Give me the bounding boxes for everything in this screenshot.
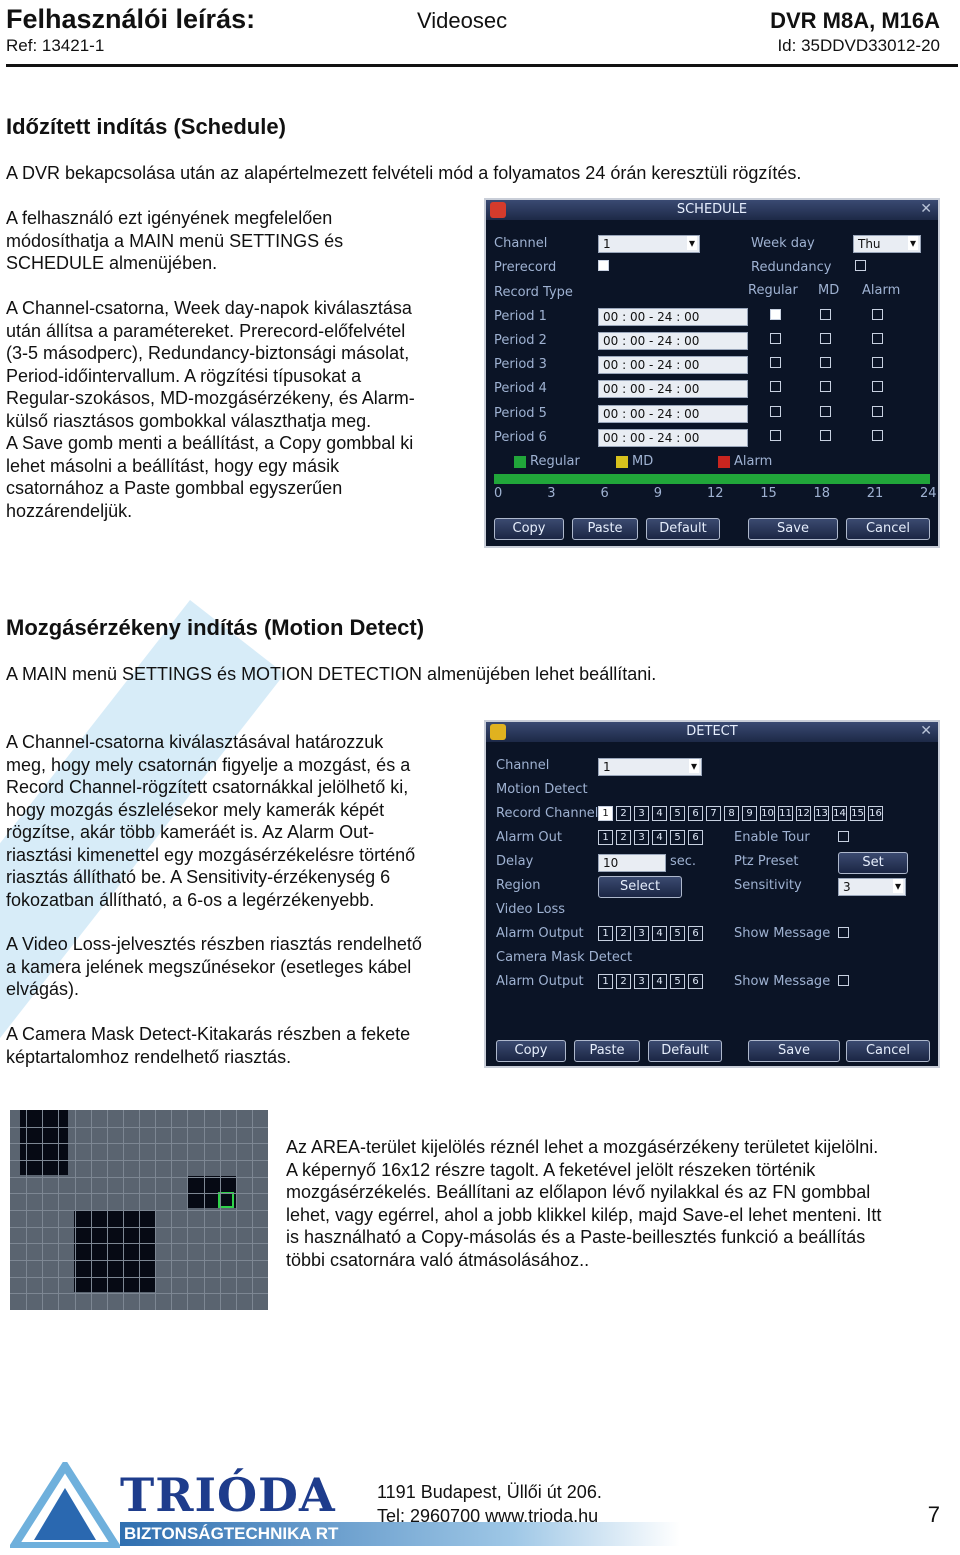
timeline-tick-label: 3 bbox=[547, 486, 556, 501]
save-button[interactable]: Save bbox=[748, 518, 838, 540]
channel-number-box[interactable]: 2 bbox=[616, 926, 631, 941]
logo-triangle-icon bbox=[10, 1462, 120, 1548]
masked-region bbox=[74, 1210, 156, 1292]
regular-checkbox[interactable] bbox=[770, 309, 781, 320]
schedule-para-1: A felhasználó ezt igényének megfelelően módosíthatja a MAIN menü SETTINGS és SCHEDULE almenüjében. bbox=[6, 208, 344, 273]
paste-button[interactable]: Paste bbox=[572, 518, 638, 540]
channel-number-box[interactable]: 2 bbox=[616, 974, 631, 989]
schedule-intro: A DVR bekapcsolása után az alapértelmezett felvételi mód a folyamatos 24 órán keresztüli rögzítés. bbox=[6, 163, 802, 183]
weekday-select[interactable]: Thu ▾ bbox=[853, 235, 921, 253]
camera-mask-label: Camera Mask Detect bbox=[496, 950, 633, 965]
delay-unit: sec. bbox=[670, 854, 697, 869]
timeline-tick-label: 21 bbox=[866, 486, 884, 501]
timeline-tick-label: 15 bbox=[760, 486, 777, 501]
channel-number-box[interactable]: 1 bbox=[598, 926, 613, 941]
channel-label: Channel bbox=[494, 236, 548, 251]
alarm-output-label: Alarm Output bbox=[496, 974, 584, 989]
timeline-tick-label: 24 bbox=[920, 486, 937, 501]
alarm-checkbox[interactable] bbox=[872, 430, 883, 441]
grid-line bbox=[10, 1177, 268, 1178]
channel-select[interactable]: 1 ▾ bbox=[598, 758, 702, 776]
default-button[interactable]: Default bbox=[648, 1040, 722, 1062]
channel-number-box[interactable]: 6 bbox=[688, 806, 703, 821]
channel-number-box[interactable]: 11 bbox=[779, 808, 792, 819]
document-id: Id: 35DDVD33012-20 bbox=[777, 36, 940, 55]
alarm-output-label: Alarm Output bbox=[496, 926, 584, 941]
copy-button[interactable]: Copy bbox=[494, 518, 564, 540]
channel-number-box[interactable]: 10 bbox=[761, 808, 774, 819]
channel-number-box[interactable]: 1 bbox=[598, 974, 613, 989]
channel-number-box[interactable]: 4 bbox=[652, 806, 667, 821]
alarm-checkbox[interactable] bbox=[872, 381, 883, 392]
show-message-label: Show Message bbox=[734, 926, 831, 941]
weekday-label: Week day bbox=[751, 236, 815, 251]
reference-number: Ref: 13421-1 bbox=[6, 36, 105, 55]
md-checkbox[interactable] bbox=[820, 381, 831, 392]
prerecord-label: Prerecord bbox=[494, 260, 557, 275]
company-subtitle: BIZTONSÁGTECHNIKA RT bbox=[120, 1522, 680, 1546]
alarm-checkbox[interactable] bbox=[872, 357, 883, 368]
period-time-input[interactable]: 00 : 00 - 24 : 00 bbox=[598, 332, 748, 350]
schedule-para-2: A Channel-csatorna, Week day-napok kiválasztása után állítsa a paramétereket. Prerecord-előfelvétel (3-5 másodperc), Redundancy-biztonsági másolat, Period-időintervallum. A rögzítési típusokat a Regular-szokásos, MD-mozgásérzékeny, és Alarm- külső riasztásos gombokkal választhatja meg. A Save gomb menti a beállítást, a Copy gombbal ki lehet másolni a beállítást, hogy egy másik csatornához a Paste gombbal egyszerűen hozzárendeljük. bbox=[6, 298, 415, 521]
show-message-label: Show Message bbox=[734, 974, 831, 989]
page-number: 7 bbox=[927, 1502, 940, 1527]
md-checkbox[interactable] bbox=[820, 333, 831, 344]
delay-label: Delay bbox=[496, 854, 534, 869]
close-icon[interactable]: ✕ bbox=[920, 723, 932, 739]
alarm-checkbox[interactable] bbox=[872, 309, 883, 320]
channel-number-box[interactable]: 15 bbox=[851, 808, 864, 819]
channel-number-box[interactable]: 2 bbox=[616, 806, 631, 821]
schedule-window bbox=[484, 198, 940, 548]
grid-line bbox=[10, 1127, 268, 1128]
detect-window-title: DETECT bbox=[686, 724, 738, 739]
schedule-timeline-bar bbox=[494, 474, 930, 484]
period-time-input[interactable]: 00 : 00 - 24 : 00 bbox=[598, 405, 748, 423]
grid-line bbox=[10, 1293, 268, 1294]
channel-number-box[interactable]: 5 bbox=[670, 830, 685, 845]
channel-number-box[interactable]: 16 bbox=[869, 808, 882, 819]
prerecord-checkbox[interactable] bbox=[598, 260, 609, 271]
md-checkbox[interactable] bbox=[820, 406, 831, 417]
default-button[interactable]: Default bbox=[646, 518, 720, 540]
timeline-tick-label: 18 bbox=[813, 486, 831, 501]
channel-number-box[interactable]: 4 bbox=[652, 974, 667, 989]
md-checkbox[interactable] bbox=[820, 309, 831, 320]
channel-number-box[interactable]: 6 bbox=[688, 830, 703, 845]
brand-name: Videosec bbox=[417, 8, 508, 33]
legend-swatch-alarm bbox=[718, 456, 730, 468]
timeline-tick-label: 6 bbox=[600, 486, 609, 501]
alarm-checkbox[interactable] bbox=[872, 333, 883, 344]
motion-intro: A MAIN menü SETTINGS és MOTION DETECTION almenüjében lehet beállítani. bbox=[6, 664, 657, 684]
channel-number-box[interactable]: 3 bbox=[634, 830, 649, 845]
select-region-button[interactable]: Select bbox=[598, 876, 682, 898]
period-label: Period 6 bbox=[494, 430, 547, 445]
motion-para-1: A Channel-csatorna kiválasztásával határozzuk meg, hogy mely csatornán figyelje a mozgást, és a Record Channel-rögzített csatornákkal jelölhető ki, hogy mozgás észlelésekor mely kamerák képét rögzítse, akár több kameráét is. Az Alarm Out- riasztási kimenettel egy mozgásérzékelésre történő riasztás állítható be. A Sensitivity-érzékenység 6 fokozatban állítható, a 6-os a legérzékenyebb. bbox=[6, 732, 416, 910]
alarm-checkbox[interactable] bbox=[872, 406, 883, 417]
channel-number-box[interactable]: 2 bbox=[616, 830, 631, 845]
channel-number-box[interactable]: 6 bbox=[688, 974, 703, 989]
regular-checkbox[interactable] bbox=[770, 381, 781, 392]
channel-number-box[interactable]: 12 bbox=[797, 808, 810, 819]
company-logo: TRIÓDA bbox=[120, 1468, 336, 1522]
detect-window bbox=[484, 720, 940, 1068]
sensitivity-label: Sensitivity bbox=[734, 878, 802, 893]
legend-swatch-regular bbox=[514, 456, 526, 468]
grid-line bbox=[10, 1243, 268, 1244]
save-button[interactable]: Save bbox=[748, 1040, 840, 1062]
period-time-input[interactable]: 00 : 00 - 24 : 00 bbox=[598, 308, 748, 326]
legend-regular: Regular bbox=[530, 454, 580, 469]
motion-para-3: A Camera Mask Detect-Kitakarás részben a fekete képtartalomhoz rendelhető riasztás. bbox=[6, 1024, 411, 1067]
period-time-input[interactable]: 00 : 00 - 24 : 00 bbox=[598, 356, 748, 374]
grid-line bbox=[10, 1210, 268, 1211]
product-name: DVR M8A, M16A bbox=[770, 8, 940, 33]
legend-alarm: Alarm bbox=[734, 454, 773, 469]
period-label: Period 5 bbox=[494, 406, 547, 421]
channel-number-box[interactable]: 6 bbox=[688, 926, 703, 941]
channel-number-box[interactable]: 5 bbox=[670, 926, 685, 941]
grid-line bbox=[10, 1227, 268, 1228]
channel-number-box[interactable]: 8 bbox=[724, 806, 739, 821]
channel-number-box[interactable]: 1 bbox=[598, 806, 613, 821]
grid-line bbox=[10, 1143, 268, 1144]
period-label: Period 2 bbox=[494, 333, 547, 348]
motion-area-grid[interactable] bbox=[10, 1110, 268, 1310]
grid-line bbox=[10, 1260, 268, 1261]
show-message-checkbox[interactable] bbox=[838, 975, 849, 986]
set-button[interactable]: Set bbox=[838, 852, 908, 874]
legend-swatch-md bbox=[616, 456, 628, 468]
schedule-window-title: SCHEDULE bbox=[676, 202, 748, 217]
grid-line bbox=[10, 1277, 268, 1278]
channel-number-box[interactable]: 14 bbox=[833, 808, 846, 819]
period-time-input[interactable]: 00 : 00 - 24 : 00 bbox=[598, 429, 748, 447]
enable-tour-checkbox[interactable] bbox=[838, 831, 849, 842]
period-label: Period 4 bbox=[494, 381, 547, 396]
period-label: Period 1 bbox=[494, 309, 547, 324]
ptz-preset-label: Ptz Preset bbox=[734, 854, 799, 869]
regular-checkbox[interactable] bbox=[770, 406, 781, 417]
channel-number-box[interactable]: 4 bbox=[652, 926, 667, 941]
legend-md: MD bbox=[632, 454, 654, 469]
area-description: Az AREA-terület kijelölés réznél lehet a mozgásérzékeny területet kijelölni. A képernyő 16x12 részre tagolt. A feketével jelölt részeken történik mozgásérzékelés. Beállítani az előlapon lévő nyilakkal és az FN gombbal lehet, vagy egérrel, ahol a jobb klikkel kilép, majd Save-el lehet menteni. Itt is használható a Copy-másolás és a Paste-beillesztés funkció a beállítás többi csatornára való átmásolásához.. bbox=[286, 1137, 882, 1270]
motion-section-title: Mozgásérzékeny indítás (Motion Detect) bbox=[6, 615, 425, 640]
column-regular: Regular bbox=[748, 283, 798, 298]
detect-titlebar bbox=[486, 722, 938, 742]
sensitivity-select[interactable]: 3 ▾ bbox=[838, 878, 906, 896]
video-loss-label: Video Loss bbox=[496, 902, 566, 917]
copy-button[interactable]: Copy bbox=[496, 1040, 566, 1062]
md-checkbox[interactable] bbox=[820, 357, 831, 368]
period-time-input[interactable]: 00 : 00 - 24 : 00 bbox=[598, 380, 748, 398]
header-divider bbox=[6, 64, 958, 67]
period-label: Period 3 bbox=[494, 357, 547, 372]
delay-input[interactable]: 10 bbox=[598, 854, 666, 872]
regular-checkbox[interactable] bbox=[770, 357, 781, 368]
column-alarm: Alarm bbox=[862, 283, 901, 298]
record-type-label: Record Type bbox=[494, 285, 573, 300]
channel-number-box[interactable]: 3 bbox=[634, 806, 649, 821]
channel-select[interactable]: 1 ▾ bbox=[598, 235, 700, 253]
document-title: Felhasználói leírás: bbox=[6, 4, 256, 34]
grid-line bbox=[10, 1160, 268, 1161]
enable-tour-label: Enable Tour bbox=[734, 830, 810, 845]
motion-para-2: A Video Loss-jelvesztés részben riasztás rendelhető a kamera jelének megszűnésekor (esetleges kábel elvágás). bbox=[6, 934, 422, 999]
md-checkbox[interactable] bbox=[820, 430, 831, 441]
redundancy-checkbox[interactable] bbox=[855, 260, 866, 271]
channel-number-box[interactable]: 9 bbox=[742, 806, 757, 821]
channel-number-box[interactable]: 1 bbox=[598, 830, 613, 845]
regular-checkbox[interactable] bbox=[770, 430, 781, 441]
motion-detect-label: Motion Detect bbox=[496, 782, 588, 797]
regular-checkbox[interactable] bbox=[770, 333, 781, 344]
channel-number-box[interactable]: 7 bbox=[706, 806, 721, 821]
column-md: MD bbox=[818, 283, 840, 298]
close-icon[interactable]: ✕ bbox=[920, 201, 932, 217]
timeline-tick-label: 12 bbox=[707, 486, 724, 501]
cancel-button[interactable]: Cancel bbox=[846, 1040, 930, 1062]
company-address: 1191 Budapest, Üllői út 206. Tel: 2960700 www.trioda.hu bbox=[377, 1482, 602, 1526]
grid-line bbox=[10, 1193, 268, 1194]
region-label: Region bbox=[496, 878, 541, 893]
paste-button[interactable]: Paste bbox=[574, 1040, 640, 1062]
alarm-out-label: Alarm Out bbox=[496, 830, 562, 845]
channel-number-box[interactable]: 3 bbox=[634, 974, 649, 989]
record-channel-label: Record Channel bbox=[496, 806, 599, 821]
channel-number-box[interactable]: 13 bbox=[815, 808, 828, 819]
channel-number-box[interactable]: 4 bbox=[652, 830, 667, 845]
schedule-titlebar bbox=[486, 200, 938, 220]
channel-number-box[interactable]: 3 bbox=[634, 926, 649, 941]
cancel-button[interactable]: Cancel bbox=[846, 518, 930, 540]
timeline-tick-label: 9 bbox=[653, 486, 663, 501]
show-message-checkbox[interactable] bbox=[838, 927, 849, 938]
channel-number-box[interactable]: 5 bbox=[670, 806, 685, 821]
timeline-tick-label: 0 bbox=[494, 486, 503, 501]
channel-label: Channel bbox=[496, 758, 550, 773]
redundancy-label: Redundancy bbox=[751, 260, 832, 275]
channel-number-box[interactable]: 5 bbox=[670, 974, 685, 989]
schedule-section-title: Időzített indítás (Schedule) bbox=[6, 114, 286, 139]
